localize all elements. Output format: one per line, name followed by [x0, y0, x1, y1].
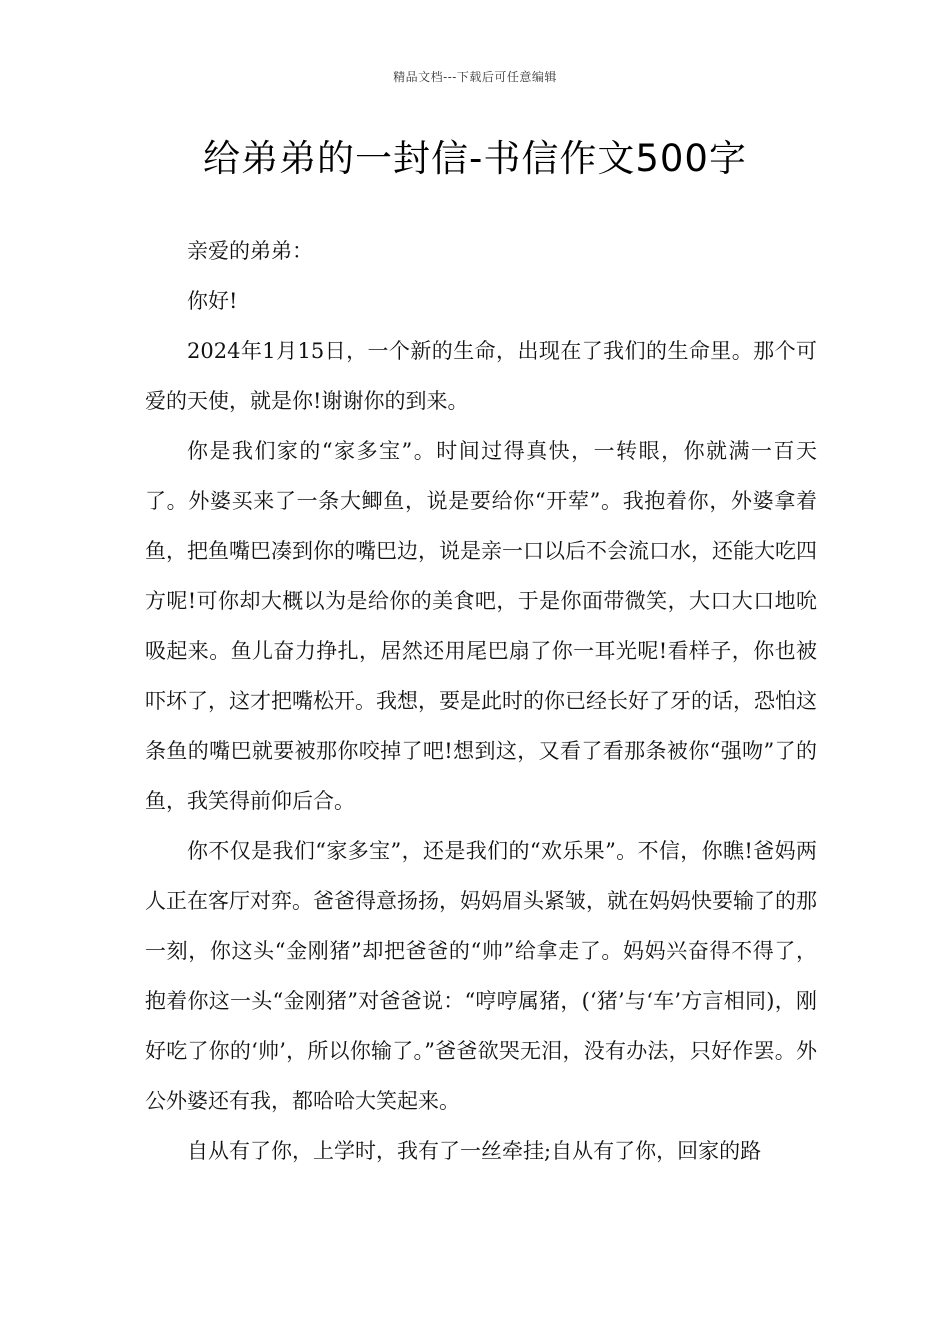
document-body	[145, 226, 817, 1176]
paragraph: 你是我们家的“家多宝”。时间过得真快，一转眼，你就满一百天了。外婆买来了一条大鲫鱼，说是要给你“开荤”。我抱着你，外婆拿着鱼，把鱼嘴巴凑到你的嘴巴边，说是亲一口以后不会流口水，还能大吃四方呢!可你却大概以为是给你的美食吧，于是你面带微笑，大口大口地吮吸起来。鱼儿奋力挣扎，居然还用尾巴扇了你一耳光呢!看样子，你也被吓坏了，这才把嘴松开。我想，要是此时的你已经长好了牙的话，恐怕这条鱼的嘴巴就要被那你咬掉了吧!想到这，又看了看那条被你“强吻”了的鱼，我笑得前仰后合。	[145, 439, 817, 813]
document-title: 给弟弟的一封信-书信作文500字	[203, 137, 747, 180]
header-note: 精品文档---下载后可任意编辑	[393, 70, 557, 84]
salutation: 亲爱的弟弟：	[187, 239, 313, 263]
paragraph: 自从有了你，上学时，我有了一丝牵挂;自从有了你，回家的路	[187, 1139, 762, 1163]
paragraph: 2024年1月15日，一个新的生命，出现在了我们的生命里。那个可爱的天使，就是你!谢谢你的到来。	[145, 339, 817, 413]
greeting: 你好!	[187, 289, 238, 313]
paragraph: 你不仅是我们“家多宝”，还是我们的“欢乐果”。不信，你瞧!爸妈两人正在客厅对弈。爸爸得意扬扬，妈妈眉头紧皱，就在妈妈快要输了的那一刻，你这头“金刚猪”却把爸爸的“帅”给拿走了。妈妈兴奋得不得了，抱着你这一头“金刚猪”对爸爸说：“哼哼属猪，(‘猪’与‘车’方言相同)，刚好吃了你的‘帅’，所以你输了。”爸爸欲哭无泪，没有办法，只好作罢。外公外婆还有我，都哈哈大笑起来。	[145, 839, 817, 1113]
